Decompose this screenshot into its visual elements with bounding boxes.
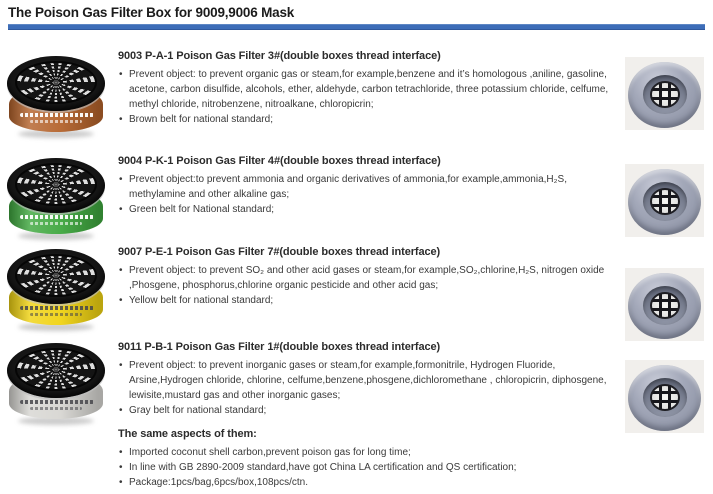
cartridge-photo-brown-belt [6, 56, 106, 138]
thread-interface-photo [625, 164, 704, 237]
belt-print-marks [20, 113, 93, 117]
common-aspects-list [118, 445, 621, 490]
bullet-item: • Imported coconut shell carbon,prevent poison gas for long time; [118, 445, 621, 460]
bullet-item: • Prevent object: to prevent SO₂ and other acid gases or steam,for example,SO₂,chlorine,H₂S, nitrogen oxide ,Phosgene, phosphorus,chlorine organic pesticide and other acid gas; [118, 263, 621, 293]
accent-bar [8, 24, 705, 30]
bullet-item: • Gray belt for national standard; [118, 403, 621, 418]
cartridge-grille [15, 254, 97, 297]
thread-recess [643, 75, 687, 114]
cartridge-top [7, 343, 105, 398]
belt-print-marks [20, 306, 93, 310]
cartridge-grille [15, 163, 97, 206]
product-bullet-list [118, 358, 621, 418]
cartridge-top [7, 249, 105, 304]
product-section-9004 [118, 154, 621, 217]
common-aspects-heading: The same aspects of them: [118, 428, 257, 440]
thread-grid-hole [650, 384, 680, 411]
product-section-9011 [118, 340, 621, 418]
thread-recess [643, 286, 687, 325]
thread-recess [643, 378, 687, 417]
product-heading: 9004 P-K-1 Poison Gas Filter 4#(double boxes thread interface) [118, 155, 441, 167]
filter-bottom-disc [628, 169, 701, 235]
product-bullet-list [118, 172, 621, 217]
cartridge-photo-green-belt [6, 158, 106, 240]
bullet-item: • Prevent object: to prevent inorganic gases or steam,for example,formonitrile, Hydrogen Fluoride, Arsine,Hydrogen chloride, chlorine, celfume,benzene,phosgene,dichloromethane , chloropicrin, diphosgene, lewisite,mustard gas and other inorganic gases; [118, 358, 621, 403]
thread-interface-photo [625, 268, 704, 341]
product-bullet-list [118, 67, 621, 127]
bullet-item: • Prevent object: to prevent organic gas or steam,for example,benzene and it’s homologous ,aniline, gasoline, acetone, carbon disulfide, alcohols, ether, aldehyde, carbon tetrachloride, three potassium chloride, celfume, methyl chloride, nitrobenzene, nitroalkane, chloropicrin; [118, 67, 621, 112]
cartridge-grille [15, 61, 97, 104]
cartridge-top [7, 56, 105, 111]
belt-print-marks [30, 313, 83, 316]
filter-bottom-disc [628, 365, 701, 431]
bullet-item: • Package:1pcs/bag,6pcs/box,108pcs/ctn. [118, 475, 621, 490]
product-heading: 9003 P-A-1 Poison Gas Filter 3#(double boxes thread interface) [118, 50, 441, 62]
thread-interface-photo [625, 360, 704, 433]
thread-grid-hole [650, 81, 680, 108]
belt-print-marks [20, 400, 93, 404]
bullet-item: • Prevent object:to prevent ammonia and organic derivatives of ammonia,for example,ammonia,H₂S, methylamine and other alkaline gas; [118, 172, 621, 202]
product-section-9003 [118, 49, 621, 127]
thread-grid-hole [650, 188, 680, 215]
belt-print-marks [30, 222, 83, 225]
belt-print-marks [30, 120, 83, 123]
belt-print-marks [20, 215, 93, 219]
filter-bottom-disc [628, 273, 701, 339]
bullet-item: • Yellow belt for national standard; [118, 293, 621, 308]
page-title: The Poison Gas Filter Box for 9009,9006 Mask [8, 5, 295, 20]
product-heading: 9011 P-B-1 Poison Gas Filter 1#(double boxes thread interface) [118, 341, 441, 353]
filter-bottom-disc [628, 62, 701, 128]
belt-print-marks [30, 407, 83, 410]
cartridge-top [7, 158, 105, 213]
cartridge-photo-yellow-belt [6, 249, 106, 331]
product-heading: 9007 P-E-1 Poison Gas Filter 7#(double boxes thread interface) [118, 246, 441, 258]
cartridge-grille [15, 348, 97, 391]
thread-recess [643, 182, 687, 221]
common-aspects-section [118, 427, 621, 490]
thread-interface-photo [625, 57, 704, 130]
product-bullet-list [118, 263, 621, 308]
thread-grid-hole [650, 292, 680, 319]
bullet-item: • In line with GB 2890-2009 standard,have got China LA certification and QS certification; [118, 460, 621, 475]
bullet-item: • Green belt for National standard; [118, 202, 621, 217]
product-section-9007 [118, 245, 621, 308]
cartridge-photo-gray-belt [6, 343, 106, 425]
bullet-item: • Brown belt for national standard; [118, 112, 621, 127]
